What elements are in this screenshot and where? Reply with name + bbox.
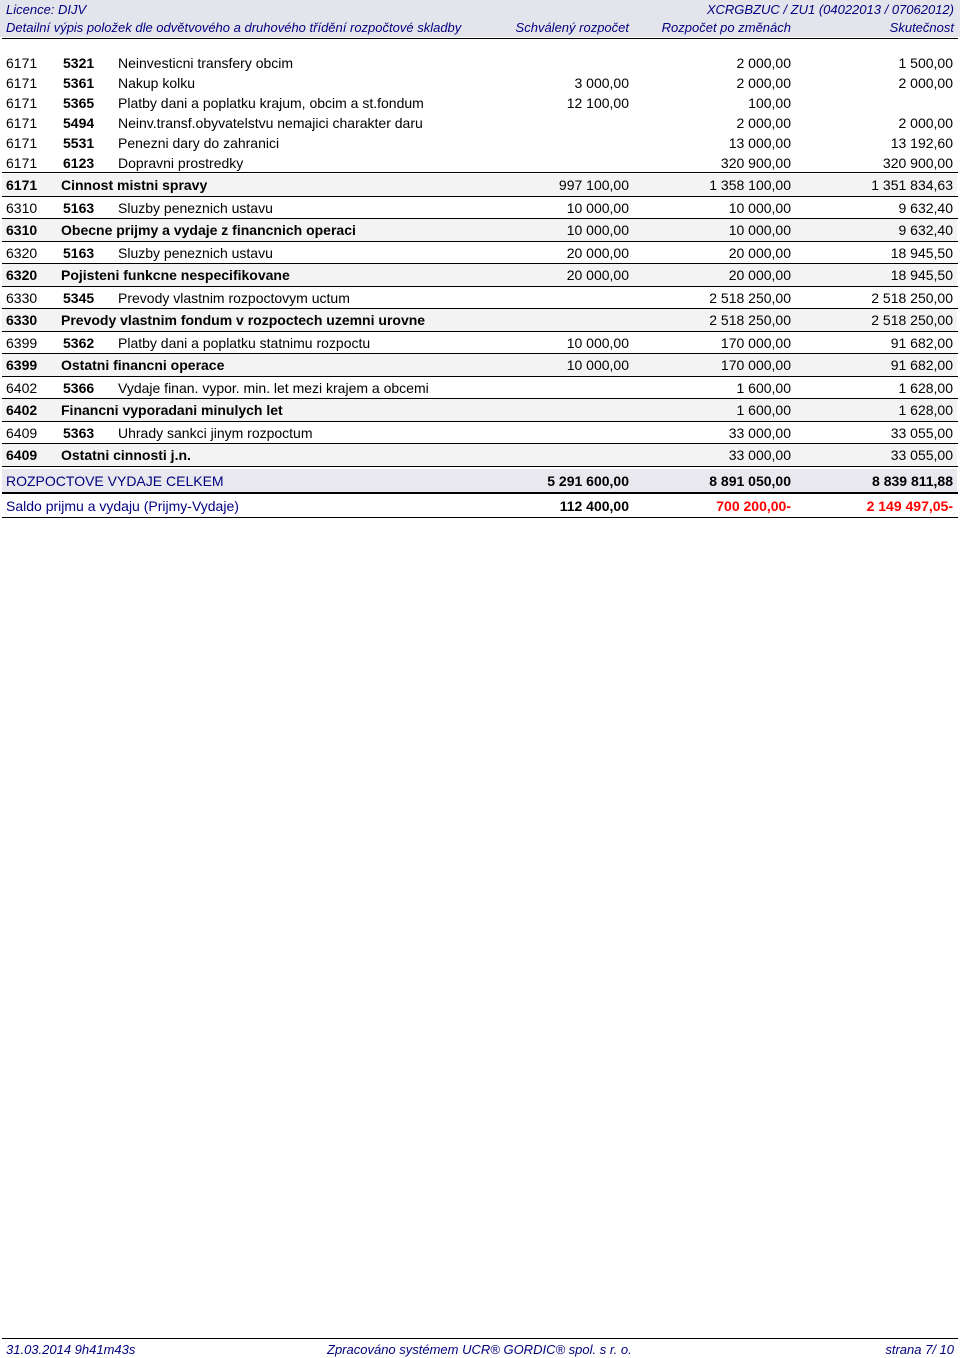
description-cell: Neinv.transf.obyvatelstvu nemajici charakter daru [118,115,423,131]
row-divider [2,286,958,287]
po-zmenach-cell: 33 000,00 [728,447,791,463]
paragraf-cell: 6409 [6,425,38,441]
subtotal-label: Obecne prijmy a vydaje z financnich operaci [61,222,356,238]
subtotal-row [2,219,957,241]
skutecnost-cell: 33 055,00 [890,425,953,441]
paragraf-cell: 6402 [6,402,38,418]
po-zmenach-cell: 170 000,00 [720,357,791,373]
po-zmenach-cell: 2 000,00 [736,115,791,131]
description-cell: Vydaje finan. vypor. min. let mezi krajem a obcemi [118,380,429,396]
polozka-cell: 5362 [63,335,95,351]
description-cell: Sluzby peneznich ustavu [118,200,273,216]
row-divider [2,263,958,264]
po-zmenach-cell: 170 000,00 [720,335,791,351]
schvaleny-cell: 10 000,00 [566,335,629,351]
row-divider [2,353,958,354]
paragraf-cell: 6399 [6,357,38,373]
po-zmenach-cell: 33 000,00 [728,425,791,441]
subtotal-label: Cinnost mistni spravy [61,177,208,193]
total-label: ROZPOCTOVE VYDAJE CELKEM [6,473,224,489]
schvaleny-cell: 997 100,00 [558,177,629,193]
paragraf-cell: 6171 [6,95,38,111]
row-divider [2,241,958,242]
paragraf-cell: 6171 [6,55,38,71]
polozka-cell: 5494 [63,115,95,131]
skutecnost-cell: 2 518 250,00 [871,312,953,328]
report-header-top [0,0,960,19]
schvaleny-cell: 12 100,00 [566,95,629,111]
polozka-cell: 5163 [63,200,95,216]
skutecnost-cell: 2 518 250,00 [871,290,953,306]
paragraf-cell: 6320 [6,245,38,261]
polozka-cell: 5365 [63,95,95,111]
report-code: XCRGBZUC / ZU1 (04022013 / 07062012) [706,2,954,17]
paragraf-cell: 6409 [6,447,38,463]
schvaleny-total: 5 291 600,00 [547,473,629,489]
saldo-label: Saldo prijmu a vydaju (Prijmy-Vydaje) [6,498,239,514]
footer-divider [2,1338,958,1339]
po-zmenach-cell: 2 518 250,00 [709,312,791,328]
polozka-cell: 5531 [63,135,95,151]
paragraf-cell: 6171 [6,75,38,91]
footer-date: 31.03.2014 9h41m43s [6,1342,136,1357]
polozka-cell: 5163 [63,245,95,261]
polozka-cell: 5363 [63,425,95,441]
subtotal-label: Ostatni financni operace [61,357,225,373]
row-divider [2,466,958,467]
skutecnost-cell: 1 500,00 [898,55,953,71]
subtotal-label: Ostatni cinnosti j.n. [61,447,191,463]
paragraf-cell: 6171 [6,135,38,151]
po-zmenach-cell: 320 900,00 [720,155,791,171]
paragraf-cell: 6310 [6,222,38,238]
po-zmenach-cell: 2 000,00 [736,55,791,71]
skutecnost-cell: 1 351 834,63 [871,177,953,193]
description-cell: Dopravni prostredky [118,155,244,171]
col-header-skutecnost: Skutečnost [889,20,954,35]
subtotal-label: Pojisteni funkcne nespecifikovane [61,267,290,283]
skutecnost-cell: 2 000,00 [898,75,953,91]
skutecnost-cell: 320 900,00 [882,155,953,171]
po-zmenach-cell: 2 000,00 [736,75,791,91]
row-divider [2,172,958,173]
polozka-cell: 6123 [63,155,95,171]
schvaleny-cell: 20 000,00 [566,245,629,261]
skutecnost-cell: 1 628,00 [898,402,953,418]
skutecnost-cell: 18 945,50 [890,267,953,283]
polozka-cell: 5345 [63,290,95,306]
row-divider [2,517,958,518]
po-zmenach-cell: 100,00 [748,95,791,111]
schvaleny-cell: 20 000,00 [566,267,629,283]
skutecnost-cell: 33 055,00 [890,447,953,463]
po-zmenach-cell: 2 518 250,00 [709,290,791,306]
row-divider [2,38,958,39]
skutecnost-cell: 13 192,60 [890,135,953,151]
subtotal-label: Prevody vlastnim fondum v rozpoctech uzemni urovne [61,312,426,328]
description-cell: Platby dani a poplatku krajum, obcim a st.fondum [118,95,424,111]
paragraf-cell: 6330 [6,290,38,306]
row-divider [2,196,958,197]
subtotal-row [2,444,957,466]
footer-system: Zpracováno systémem UCR® GORDIC® spol. s r. o. [327,1342,632,1357]
subtotal-row [2,264,957,286]
schvaleny-cell: 10 000,00 [566,222,629,238]
paragraf-cell: 6320 [6,267,38,283]
paragraf-cell: 6171 [6,177,38,193]
row-divider [2,376,958,377]
po-zmenach-cell: 10 000,00 [728,200,791,216]
po-zmenach-cell: 1 600,00 [736,380,791,396]
polozka-cell: 5366 [63,380,95,396]
subtotal-row [2,399,957,421]
paragraf-cell: 6399 [6,335,38,351]
polozka-cell: 5321 [63,55,95,71]
description-cell: Uhrady sankci jinym rozpoctum [118,425,313,441]
description-cell: Nakup kolku [118,75,196,91]
description-cell: Prevody vlastnim rozpoctovym uctum [118,290,350,306]
row-divider [2,331,958,332]
skutecnost-cell: 91 682,00 [890,357,953,373]
licence-label: Licence: DIJV [6,2,87,17]
po-zmenach-total: 8 891 050,00 [709,473,791,489]
paragraf-cell: 6402 [6,380,38,396]
skutecnost-cell: 9 632,40 [898,200,953,216]
description-cell: Sluzby peneznich ustavu [118,245,273,261]
description-cell: Penezni dary do zahranici [118,135,280,151]
row-divider [2,421,958,422]
footer-page-number: strana 7/ 10 [885,1342,954,1357]
po-zmenach-cell: 13 000,00 [728,135,791,151]
schvaleny-cell: 10 000,00 [566,357,629,373]
skutecnost-cell: 2 000,00 [898,115,953,131]
report-title: Detailní výpis položek dle odvětvového a druhového třídění rozpočtové skladby [6,20,462,35]
subtotal-row [2,354,957,376]
total-vydaje-row [2,469,957,493]
row-divider [2,443,958,444]
polozka-cell: 5361 [63,75,95,91]
col-header-po-zmenach: Rozpočet po změnách [661,20,791,35]
col-header-schvaleny: Schválený rozpočet [515,20,629,35]
po-zmenach-cell: 20 000,00 [728,245,791,261]
skutecnost-cell: 18 945,50 [890,245,953,261]
saldo-row [2,495,957,517]
row-divider [2,308,958,309]
skutecnost-total: 8 839 811,88 [872,473,953,489]
po-zmenach-cell: 20 000,00 [728,267,791,283]
description-cell: Neinvesticni transfery obcim [118,55,294,71]
paragraf-cell: 6171 [6,115,38,131]
row-divider [2,492,958,494]
description-cell: Platby dani a poplatku statnimu rozpoctu [118,335,371,351]
row-divider [2,398,958,399]
po-zmenach-cell: 1 600,00 [736,402,791,418]
schvaleny-cell: 10 000,00 [566,200,629,216]
po-zmenach-cell: 1 358 100,00 [709,177,791,193]
subtotal-row [2,174,957,196]
column-header [0,18,960,37]
skutecnost-cell: 9 632,40 [898,222,953,238]
paragraf-cell: 6310 [6,200,38,216]
saldo-schvaleny: 112 400,00 [559,498,629,514]
subtotal-row [2,309,957,331]
paragraf-cell: 6330 [6,312,38,328]
subtotal-label: Financni vyporadani minulych let [61,402,283,418]
saldo-skutecnost: 2 149 497,05- [866,498,953,514]
schvaleny-cell: 3 000,00 [574,75,629,91]
paragraf-cell: 6171 [6,155,38,171]
skutecnost-cell: 91 682,00 [890,335,953,351]
po-zmenach-cell: 10 000,00 [728,222,791,238]
row-divider [2,218,958,219]
skutecnost-cell: 1 628,00 [898,380,953,396]
saldo-po-zmenach: 700 200,00- [716,498,791,514]
